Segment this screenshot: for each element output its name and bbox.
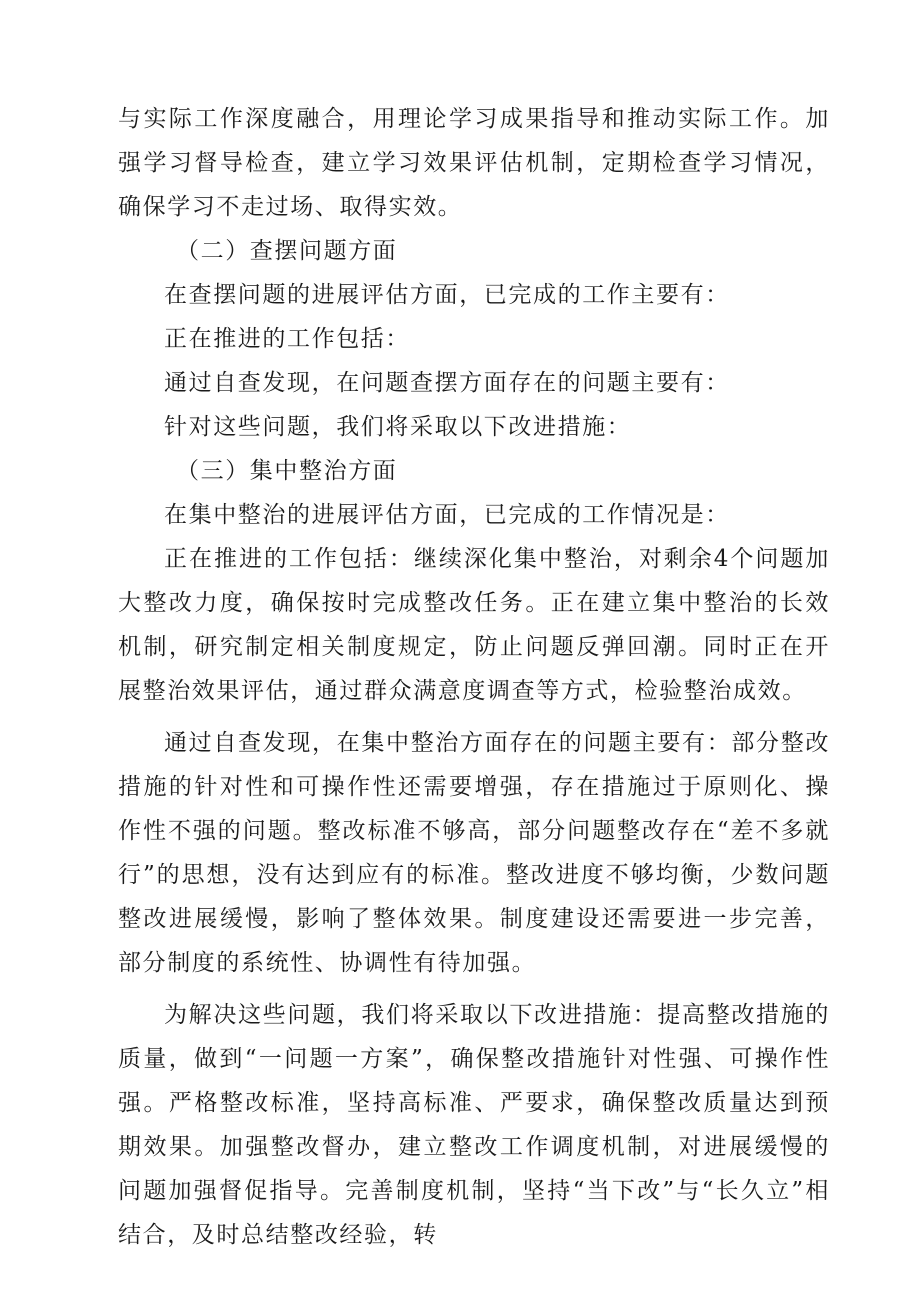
- problem-review-measures-line: 针对这些问题，我们将采取以下改进措施：: [164, 414, 632, 440]
- section-heading-rectification: （三）集中整治方面: [176, 458, 398, 484]
- paragraph-rectification-problems: 通过自查发现，在集中整治方面存在的问题主要有：部分整改措施的针对性和可操作性还需要增强，存在措施过于原则化、操作性不强的问题。整改标准不够高，部分问题整改存在“差不多就行”的思想，没有达到应有的标准。整改进度不够均衡，少数问题整改进展缓慢，影响了整体效果。制度建设还需要进一步完善，部分制度的系统性、协调性有待加强。: [118, 730, 830, 976]
- document-body: [118, 97, 830, 1257]
- paragraph-rectification-measures: 为解决这些问题，我们将采取以下改进措施：提高整改措施的质量，做到“一问题一方案”，确保整改措施针对性强、可操作性强。严格整改标准，坚持高标准、严要求，确保整改质量达到预期效果。加强整改督办，建立整改工作调度机制，对进展缓慢的问题加强督促指导。完善制度机制，坚持“当下改”与“长久立”相结合，及时总结整改经验，转: [118, 1002, 830, 1248]
- paragraph-rectification-progress: 正在推进的工作包括：继续深化集中整治，对剩余4个问题加大整改力度，确保按时完成整改任务。正在建立集中整治的长效机制，研究制定相关制度规定，防止问题反弹回潮。同时正在开展整治效果评估，通过群众满意度调查等方式，检验整治成效。: [118, 546, 830, 704]
- problem-review-completed-line: 在查摆问题的进展评估方面，已完成的工作主要有：: [164, 282, 730, 308]
- paragraph-gap: [118, 713, 830, 721]
- paragraph-study-continuation: 与实际工作深度融合，用理论学习成果指导和推动实际工作。加强学习督导检查，建立学习效果评估机制，定期检查学习情况，确保学习不走过场、取得实效。: [118, 106, 830, 220]
- section-heading-problem-review: （二）查摆问题方面: [176, 238, 398, 264]
- rectification-completed-line: 在集中整治的进展评估方面，已完成的工作情况是：: [164, 502, 730, 528]
- paragraph-gap: [118, 985, 830, 993]
- problem-review-ongoing-line: 正在推进的工作包括：: [164, 326, 410, 352]
- problem-review-issues-line: 通过自查发现，在问题查摆方面存在的问题主要有：: [164, 370, 730, 396]
